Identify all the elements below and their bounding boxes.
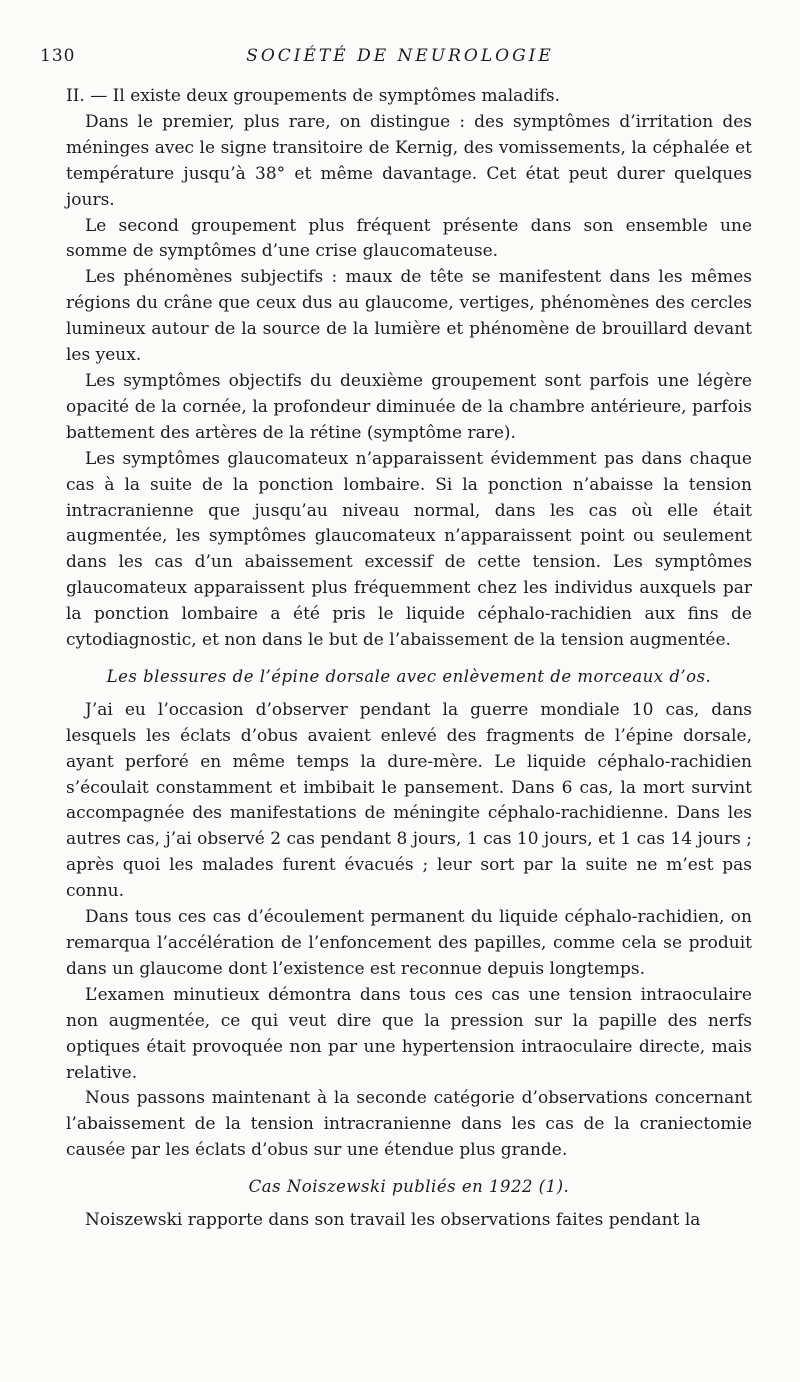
paragraph: II. — Il existe deux groupements de symptômes maladifs. (66, 86, 561, 106)
paragraph: Les symptômes objectifs du deuxième groupement sont parfois une légère opacité de la cornée, la profondeur diminuée de la chambre antérieure, parfois battement des artères de la rétine (symptôme rare). (66, 370, 752, 443)
paragraph: Le second groupement plus fréquent présente dans son ensemble une somme de symptômes d’une crise glaucomateuse. (66, 215, 752, 262)
paragraph: Dans le premier, plus rare, on distingue : des symptômes d’irritation des méninges avec le signe transitoire de Kernig, des vomissements, la céphalée et température jusqu’à 38° et même davantage. Cet état peut durer quelques jours. (66, 111, 752, 210)
body-text (66, 84, 752, 1234)
paragraph: L’examen minutieux démontra dans tous ces cas une tension intraoculaire non augmentée, ce qui veut dire que la pression sur la papille des nerfs optiques était provoquée non par une hypertension intraoculaire directe, mais relative. (66, 984, 752, 1083)
section-heading: Les blessures de l’épine dorsale avec enlèvement de morceaux d’os. (106, 666, 712, 686)
paragraph: Nous passons maintenant à la seconde catégorie d’observations concernant l’abaissement de la tension intracranienne dans les cas de la craniectomie causée par les éclats d’obus sur une étendue plus grande. (66, 1088, 752, 1161)
paragraph: Noiszewski rapporte dans son travail les observations faites pendant la (85, 1210, 701, 1231)
paragraph: J’ai eu l’occasion d’observer pendant la guerre mondiale 10 cas, dans lesquels les éclats d’obus avaient enlevé des fragments de l’épine dorsale, ayant perforé en même temps la dure-mère. Le liquide céphalo-rachidien s’écoulait constamment et imbibait le pansement. Dans 6 cas, la mort survint accompagnée des manifestations de méningite céphalo-rachidienne. Dans les autres cas, j’ai observé 2 cas pendant 8 jours, 1 cas 10 jours, et 1 cas 14 jours ; après quoi les malades furent évacués ; leur sort par la suite ne m’est pas connu. (66, 699, 752, 902)
paragraph: Les symptômes glaucomateux n’apparaissent évidemment pas dans chaque cas à la suite de la ponction lombaire. Si la ponction n’abaisse la tension intracranienne que jusqu’au niveau normal, dans les cas où elle était augmentée, les symptômes glaucomateux n’apparaissent point ou seulement dans les cas d’un abaissement excessif de cette tension. Les symptômes glaucomateux apparaissent plus fréquemment chez les individus auxquels par la ponction lombaire a été pris le liquide céphalo-rachidien aux fins de cytodiagnostic, et non dans le but de l’abaissement de la tension augmentée. (66, 448, 752, 651)
page-number: 130 (40, 46, 76, 66)
paragraph: Les phénomènes subjectifs : maux de tête se manifestent dans les mêmes régions du crâne que ceux dus au glaucome, vertiges, phénomènes des cercles lumineux autour de la source de la lumière et phénomène de brouillard devant les yeux. (66, 267, 752, 366)
section-heading: Cas Noiszewski publiés en 1922 (1). (248, 1177, 570, 1197)
page-header (40, 46, 760, 76)
running-head: SOCIÉTÉ DE NEUROLOGIE (246, 46, 554, 66)
paragraph: Dans tous ces cas d’écoulement permanent du liquide céphalo-rachidien, on remarqua l’accélération de l’enfoncement des papilles, comme cela se produit dans un glaucome dont l’existence est reconnue depuis longtemps. (66, 907, 752, 979)
